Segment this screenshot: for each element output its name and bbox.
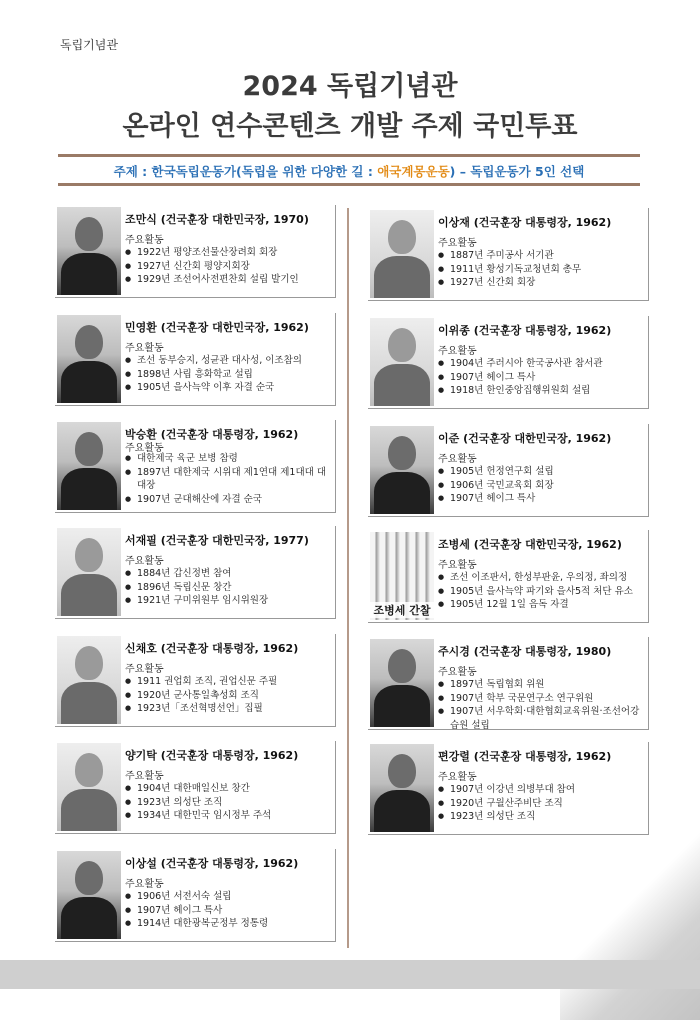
list-item: ● 1904년 주러시아 한국공사관 참서관 xyxy=(438,357,646,371)
person-name: 민영환 (건국훈장 대한민국장, 1962) xyxy=(125,321,309,334)
activity-label: 주요활동 xyxy=(125,235,164,246)
list-item: ● 1923년 의성단 조직 xyxy=(438,810,646,824)
person-card-right-1 xyxy=(368,316,649,409)
portrait-photo xyxy=(57,528,121,616)
list-item: ● 1905년 12월 1일 음독 자결 xyxy=(438,598,646,612)
portrait-photo xyxy=(57,636,121,724)
person-name: 조만식 (건국훈장 대한민국장, 1970) xyxy=(125,213,309,226)
activity-list xyxy=(438,249,646,290)
person-card-right-0 xyxy=(368,208,649,301)
page-title-line1: 2024 독립기념관 xyxy=(242,71,458,102)
activity-label: 주요활동 xyxy=(125,771,164,782)
person-card-right-2 xyxy=(368,424,649,517)
list-item: ● 1918년 한인중앙집행위원회 설립 xyxy=(438,384,646,398)
person-name: 신채호 (건국훈장 대통령장, 1962) xyxy=(125,642,299,655)
activity-list xyxy=(125,567,333,608)
list-item: ● 1911 권업회 조직, 권업신문 주필 xyxy=(125,675,333,689)
list-item: ● 1920년 군사통일촉성회 조직 xyxy=(125,689,333,703)
list-item: ● 1898년 사립 흥화학교 설립 xyxy=(125,368,333,382)
list-item: ● 1907년 헤이그 특사 xyxy=(438,371,646,385)
activity-list xyxy=(125,452,333,506)
person-card-left-1 xyxy=(55,313,336,406)
list-item: ● 1887년 주미공사 서기관 xyxy=(438,249,646,263)
list-item: ● 1934년 대한민국 임시정부 주석 xyxy=(125,809,333,823)
list-item: ● 조선 동부승지, 성균관 대사성, 이조참의 xyxy=(125,354,333,368)
list-item: ● 1897년 독립협회 위원 xyxy=(438,678,646,692)
activity-label: 주요활동 xyxy=(438,667,477,678)
person-name: 서재필 (건국훈장 대한민국장, 1977) xyxy=(125,534,309,547)
list-item: ● 조선 이조판서, 한성부판윤, 우의정, 좌의정 xyxy=(438,571,646,585)
person-name: 양기탁 (건국훈장 대통령장, 1962) xyxy=(125,749,299,762)
portrait-photo xyxy=(57,315,121,403)
person-card-left-2 xyxy=(55,420,336,513)
activity-list xyxy=(125,782,333,823)
portrait-photo xyxy=(57,422,121,510)
person-name: 이상설 (건국훈장 대통령장, 1962) xyxy=(125,857,299,870)
activity-label: 주요활동 xyxy=(438,346,477,357)
subtitle-highlight: 애국계몽운동 xyxy=(377,164,450,179)
list-item: ● 1907년 헤이그 특사 xyxy=(438,492,646,506)
list-item: ● 1897년 대한제국 시위대 제1연대 제1대대 대대장 xyxy=(125,466,333,493)
portrait-photo xyxy=(370,639,434,727)
portrait-photo xyxy=(57,851,121,939)
person-card-left-4 xyxy=(55,634,336,727)
person-name: 이상재 (건국훈장 대통령장, 1962) xyxy=(438,216,612,229)
activity-list xyxy=(438,571,646,612)
list-item: ● 1927년 신간회 회장 xyxy=(438,276,646,290)
person-card-left-6 xyxy=(55,849,336,942)
person-card-right-4 xyxy=(368,637,649,730)
list-item: ● 1923년 의성단 조직 xyxy=(125,796,333,810)
person-name: 이준 (건국훈장 대한민국장, 1962) xyxy=(438,432,612,445)
list-item: ● 1911년 황성기독교청년회 총무 xyxy=(438,263,646,277)
list-item: ● 1906년 서전서숙 설립 xyxy=(125,890,333,904)
activity-list xyxy=(125,246,333,287)
activity-label: 주요활동 xyxy=(125,343,164,354)
list-item: ● 1907년 군대해산에 자결 순국 xyxy=(125,493,333,507)
list-item: ● 1906년 국민교육회 회장 xyxy=(438,479,646,493)
person-card-left-0 xyxy=(55,205,336,298)
list-item: ● 1927년 신간회 평양지회장 xyxy=(125,260,333,274)
activity-label: 주요활동 xyxy=(125,879,164,890)
activity-label: 주요활동 xyxy=(438,454,477,465)
photo-caption: 조병세 간찰 xyxy=(370,602,434,618)
page-curl xyxy=(560,820,700,1020)
calligraphy-image xyxy=(370,532,434,620)
person-card-right-5 xyxy=(368,742,649,835)
portrait-photo xyxy=(370,744,434,832)
floor-shadow xyxy=(0,960,700,989)
list-item: ● 1921년 구미위원부 임시위원장 xyxy=(125,594,333,608)
activity-list xyxy=(438,678,646,732)
list-item: ● 대한제국 육군 보병 참령 xyxy=(125,452,333,466)
activity-list xyxy=(125,890,333,931)
person-card-left-5 xyxy=(55,741,336,834)
activity-list xyxy=(438,357,646,398)
person-card-right-3 xyxy=(368,530,649,623)
activity-list xyxy=(438,465,646,506)
person-name: 이위종 (건국훈장 대통령장, 1962) xyxy=(438,324,612,337)
list-item: ● 1905년 을사늑약 파기와 을사5적 처단 유소 xyxy=(438,585,646,599)
list-item: ● 1907년 헤이그 특사 xyxy=(125,904,333,918)
list-item: ● 1914년 대한광복군정부 정통령 xyxy=(125,917,333,931)
activity-list xyxy=(125,354,333,395)
list-item: ● 1907년 서우학회·대한협회교육위원·조선어강습원 설립 xyxy=(438,705,646,732)
portrait-photo xyxy=(57,207,121,295)
activity-list xyxy=(125,675,333,716)
list-item: ● 1907년 학부 국문연구소 연구위원 xyxy=(438,692,646,706)
portrait-photo xyxy=(370,210,434,298)
person-name: 조병세 (건국훈장 대한민국장, 1962) xyxy=(438,538,622,551)
list-item: ● 1904년 대한매일신보 창간 xyxy=(125,782,333,796)
column-divider xyxy=(347,208,349,948)
list-item: ● 1884년 갑신정변 참여 xyxy=(125,567,333,581)
subtitle xyxy=(58,162,640,180)
activity-label: 주요활동 xyxy=(125,556,164,567)
list-item: ● 1923년「조선혁명선언」집필 xyxy=(125,702,333,716)
list-item: ● 1922년 평양조선물산장려회 회장 xyxy=(125,246,333,260)
portrait-photo xyxy=(57,743,121,831)
person-name: 주시경 (건국훈장 대통령장, 1980) xyxy=(438,645,612,658)
list-item: ● 1905년 헌정연구회 설립 xyxy=(438,465,646,479)
org-label: 독립기념관 xyxy=(60,38,118,52)
person-name: 편강렬 (건국훈장 대통령장, 1962) xyxy=(438,750,612,763)
activity-label: 주요활동 xyxy=(438,772,477,783)
subtitle-part-a: 주제 : 한국독립운동가(독립을 위한 다양한 길 : xyxy=(113,164,378,179)
person-name: 박승환 (건국훈장 대통령장, 1962) xyxy=(125,428,299,441)
activity-list xyxy=(438,783,646,824)
list-item: ● 1920년 구월산주비단 조직 xyxy=(438,797,646,811)
list-item: ● 1896년 독립신문 창간 xyxy=(125,581,333,595)
activity-label: 주요활동 xyxy=(125,664,164,675)
activity-label: 주요활동 xyxy=(438,560,477,571)
person-card-left-3 xyxy=(55,526,336,619)
portrait-photo xyxy=(370,426,434,514)
list-item: ● 1907년 이강년 의병부대 참여 xyxy=(438,783,646,797)
portrait-photo xyxy=(370,318,434,406)
page-title-line2: 온라인 연수콘텐츠 개발 주제 국민투표 xyxy=(122,111,578,142)
list-item: ● 1905년 을사늑약 이후 자결 순국 xyxy=(125,381,333,395)
top-rule xyxy=(58,154,640,157)
activity-label: 주요활동 xyxy=(438,238,477,249)
activity-label: 주요활동 xyxy=(125,443,164,454)
subtitle-part-c: ) – 독립운동가 5인 선택 xyxy=(449,164,585,179)
list-item: ● 1929년 조선어사전편찬회 설립 발기인 xyxy=(125,273,333,287)
bottom-rule xyxy=(58,183,640,186)
